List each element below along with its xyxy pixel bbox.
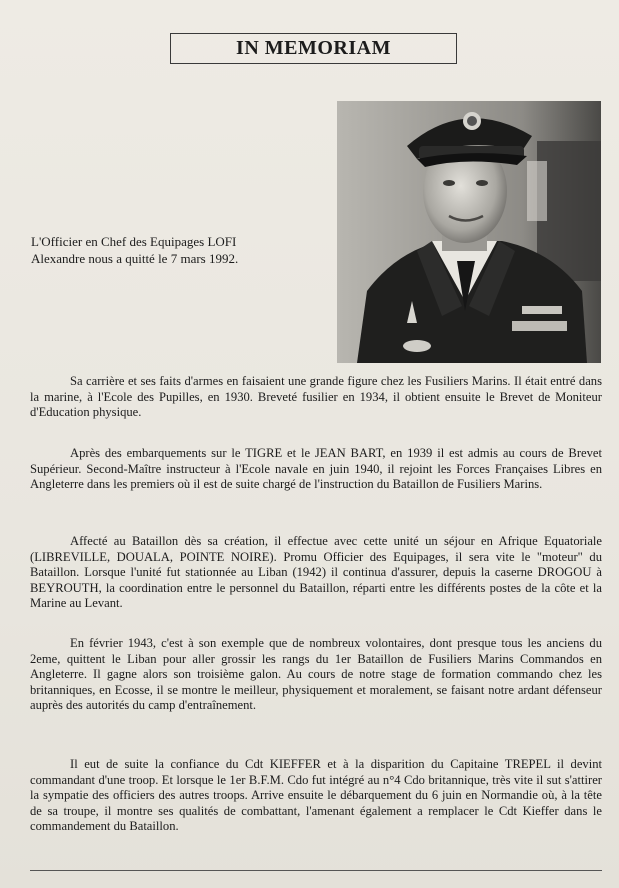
paragraph-text: En février 1943, c'est à son exemple que de nombreux volontaires, dont presque tous les anciens du 2eme, quittent le Liban pour aller grossir les rangs du 1er Bataillon de Fusiliers Marins Commandos en Angleterre. Il gagne alors son troisième galon. Au cours de notre stage de formation commando chez les britanniques, en Ecosse, il se montre le meilleur, physiquement et moralement, se faisant notre ardant défenseur auprès des autorités du camp d'entraînement. [30, 636, 602, 713]
caption-line-1: L'Officier en Chef des Equipages LOFI [31, 234, 237, 249]
paragraph-text: Affecté au Bataillon dès sa création, il effectue avec cette unité un séjour en Afrique Equatoriale (LIBREVILLE, DOUALA, POINTE NOIRE). Promu Officier des Equipages, il sera vite le "moteur" du Bataillon. Lorsque l'unité fut stationnée au Liban (1942) il continua d'assurer, depuis la caserne DROGOU à BEYROUTH, la coordination entre le personnel du Bataillon, réparti entre les différents postes de la côte et la Marine au Levant. [30, 534, 602, 611]
paragraph-3 [30, 534, 602, 612]
page-title: IN MEMORIAM [170, 33, 457, 64]
paragraph-text: Après des embarquements sur le TIGRE et le JEAN BART, en 1939 il est admis au cours de Brevet Supérieur. Second-Maître instructeur à l'Ecole navale en juin 1940, il rejoint les Forces Françaises Libres en Angleterre dans les premiers où il est de suite chargé de l'instruction du Bataillon de Fusiliers Marins. [30, 446, 602, 492]
paragraph-text: Sa carrière et ses faits d'armes en faisaient une grande figure chez les Fusiliers Marins. Il était entré dans la marine, à l'Ecole des Pupilles, en 1930. Breveté fusilier en 1934, il obtient ensuite le Brevet de Moniteur d'Education physique. [30, 374, 602, 420]
paragraph-text: Il eut de suite la confiance du Cdt KIEFFER et à la disparition du Capitaine TREPEL il devint commandant d'une troop. Et lorsque le 1er B.F.M. Cdo fut intégré au n°4 Cdo britannique, très vite il sut s'attirer la sympatie des officiers des autres troops. Arrive ensuite le débarquement du 6 juin en Normandie où, à la tête de sa troupe, il montre ses qualités de combattant, l'amenant également a remplacer le Cdt Kieffer dans le commandement du Bataillon. [30, 757, 602, 834]
paragraph-2 [30, 446, 602, 493]
paragraph-5 [30, 757, 602, 835]
photo-caption [31, 233, 331, 267]
portrait-photo-icon [337, 101, 601, 363]
portrait-photo [337, 101, 601, 363]
bottom-divider [30, 870, 602, 871]
caption-line-2: Alexandre nous a quitté le 7 mars 1992. [31, 251, 239, 266]
paragraph-4 [30, 636, 602, 714]
paragraph-1 [30, 374, 602, 421]
